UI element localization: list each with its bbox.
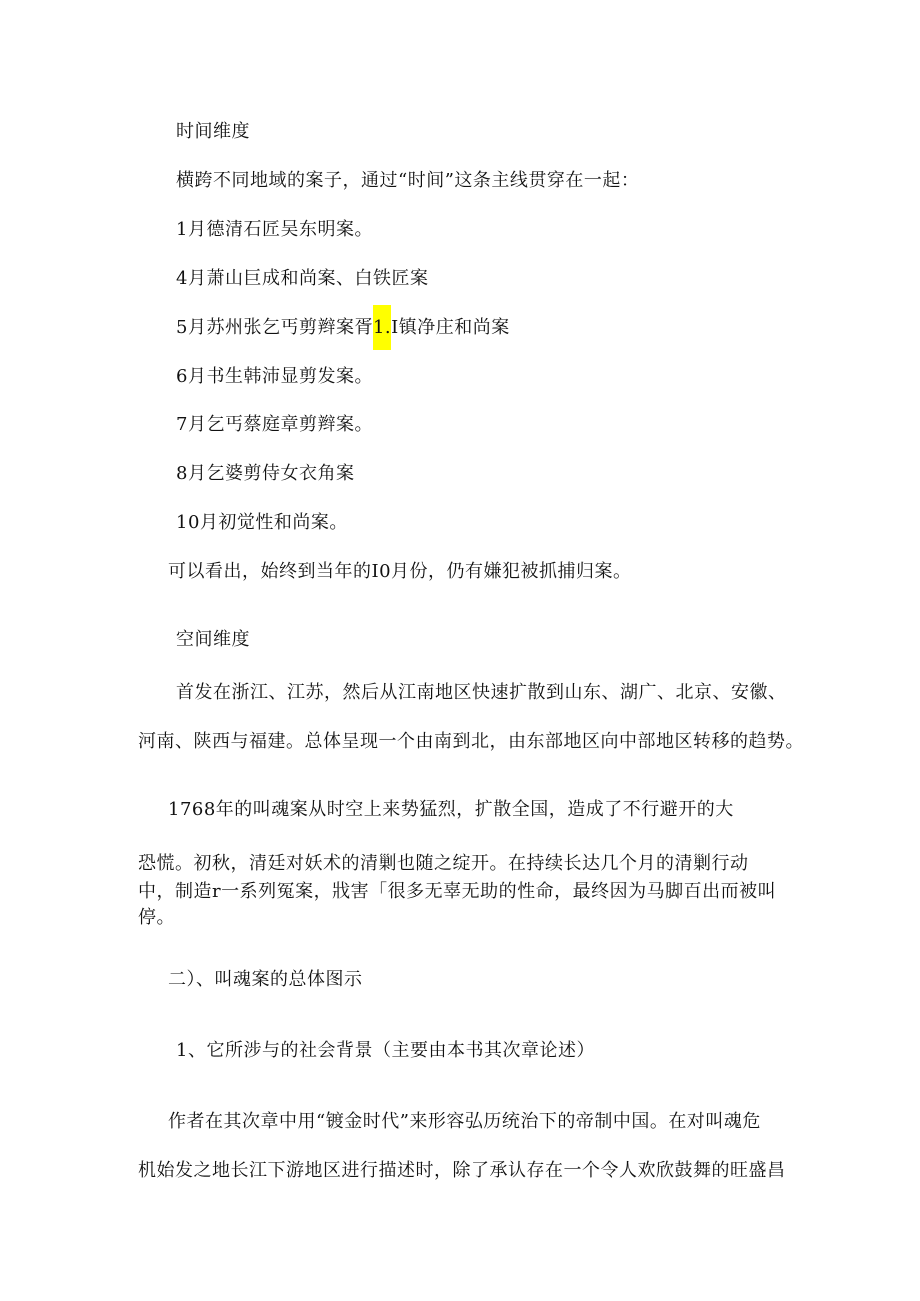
time-summary-text: 可以看出，始终到当年的I0月份，仍有嫌犯被抓捕归案。 (168, 561, 632, 582)
time-dimension-heading: 时间维度 (176, 121, 250, 142)
paragraph-2-line-2: 机始发之地长江下游地区进行描述时，除了承认存在一个令人欢欣鼓舞的旺盛昌 (138, 1160, 786, 1181)
paragraph-1-line-2: 恐慌。初秋，清廷对妖术的清剿也随之绽开。在持续长达几个月的清剿行动 (138, 853, 749, 874)
paragraph-2-line-1: 作者在其次章中用“镀金时代”来形容弘历统治下的帝制中国。在对叫魂危 (168, 1111, 761, 1132)
paragraph-1-line-4: 停。 (138, 907, 175, 928)
time-item-jan: 1月德清石匠吴东明案。 (176, 219, 373, 240)
time-item-jun: 6月书生韩沛显剪发案。 (176, 366, 373, 387)
time-item-jul: 7月乞丐蔡庭章剪辫案。 (176, 414, 373, 435)
space-text-line-2: 河南、陕西与福建。总体呈现一个由南到北，由东部地区向中部地区转移的趋势。 (138, 731, 804, 752)
space-dimension-heading: 空间维度 (176, 629, 250, 650)
section-heading: 二）、叫魂案的总体图示 (168, 969, 363, 990)
highlighted-text: 1. (373, 305, 391, 350)
subsection-heading: 1、它所涉与的社会背景（主要由本书其次章论述） (176, 1040, 595, 1061)
time-item-may (176, 316, 510, 340)
time-intro-text: 横跨不同地域的案子，通过“时间”这条主线贯穿在一起： (176, 170, 640, 191)
time-item-may-text: 5月苏州张乞丐剪辫案胥 (176, 317, 373, 338)
time-item-oct: 10月初觉性和尚案。 (176, 512, 348, 533)
paragraph-1-line-3: 中，制造r一系列冤案，戕害「很多无辜无助的性命，最终因为马脚百出而被叫 (138, 881, 777, 902)
paragraph-1-line-1: 1768年的叫魂案从时空上来势猛烈，扩散全国，造成了不行避开的大 (168, 799, 734, 820)
time-item-may-rest: I镇净庄和尚案 (391, 317, 510, 338)
space-text-line-1: 首发在浙江、江苏，然后从江南地区快速扩散到山东、湖广、北京、安徽、 (176, 682, 787, 703)
time-item-aug: 8月乞婆剪侍女衣角案 (176, 463, 355, 484)
time-item-apr: 4月萧山巨成和尚案、白铁匠案 (176, 268, 429, 289)
